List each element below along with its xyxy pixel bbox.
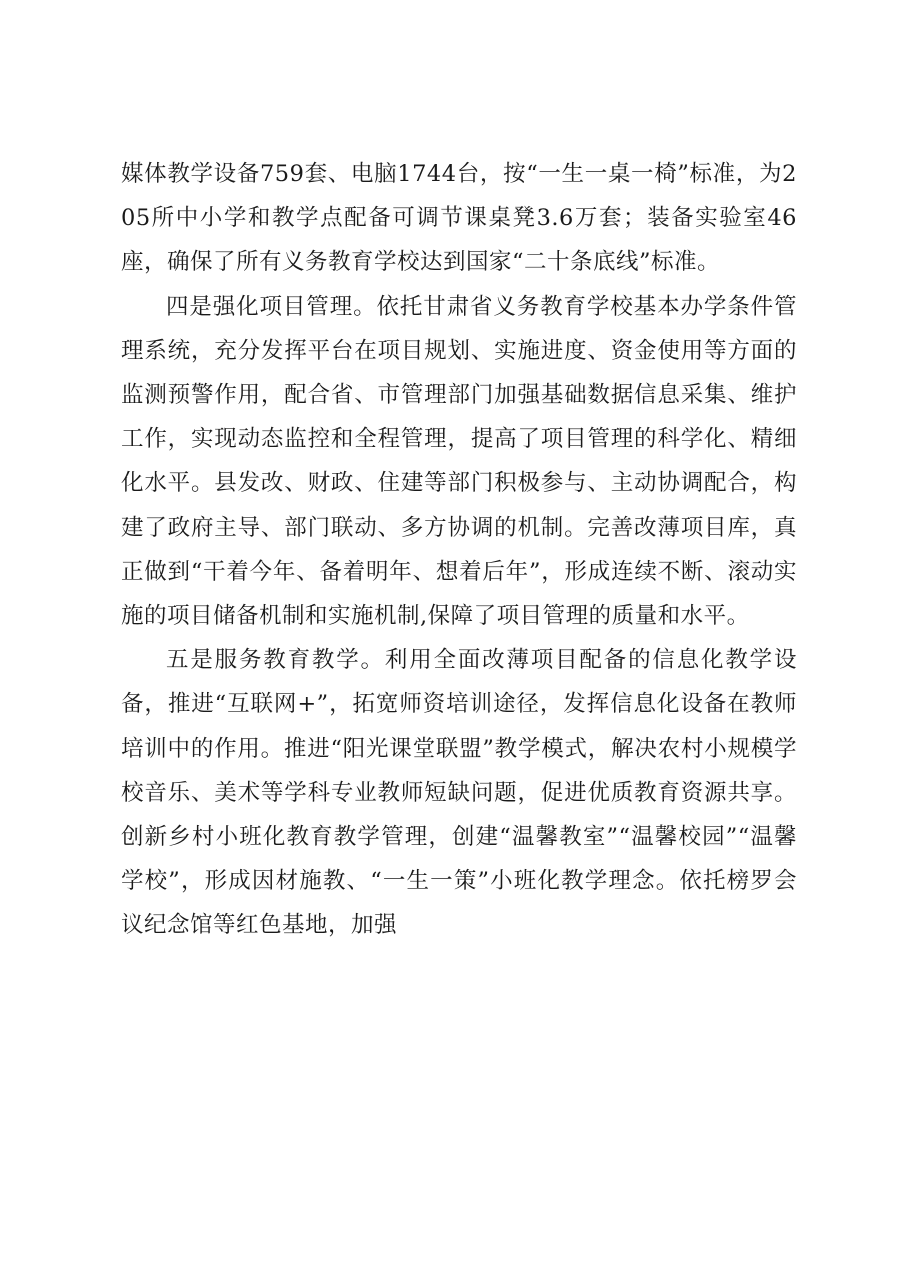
document-page xyxy=(121,152,797,948)
paragraph-education-service: 五是服务教育教学。利用全面改薄项目配备的信息化教学设备，推进“互联网+”，拓宽师资培训途径，发挥信息化设备在教师培训中的作用。推进“阳光课堂联盟”教学模式，解决农村小规模学校音乐、美术等学科专业教师短缺问题，促进优质教育资源共享。创新乡村小班化教育教学管理，创建“温馨教室”“温馨校园”“温馨学校”，形成因材施教、“一生一策”小班化教学理念。依托榜罗会议纪念馆等红色基地，加强 xyxy=(121,647,797,939)
paragraph-equipment-continuation: 媒体教学设备759套、电脑1744台，按“一生一桌一椅”标准，为205所中小学和教学点配备可调节课桌凳3.6万套；装备实验室46座，确保了所有义务教育学校达到国家“二十条底线”标准。 xyxy=(121,161,797,276)
paragraph-project-management: 四是强化项目管理。依托甘肃省义务教育学校基本办学条件管理系统，充分发挥平台在项目规划、实施进度、资金使用等方面的监测预警作用，配合省、市管理部门加强基础数据信息采集、维护工作，实现动态监控和全程管理，提高了项目管理的科学化、精细化水平。县发改、财政、住建等部门积极参与、主动协调配合，构建了政府主导、部门联动、多方协调的机制。完善改薄项目库，真正做到“干着今年、备着明年、想着后年”，形成连续不断、滚动实施的项目储备机制和实施机制,保障了项目管理的质量和水平。 xyxy=(121,293,797,630)
